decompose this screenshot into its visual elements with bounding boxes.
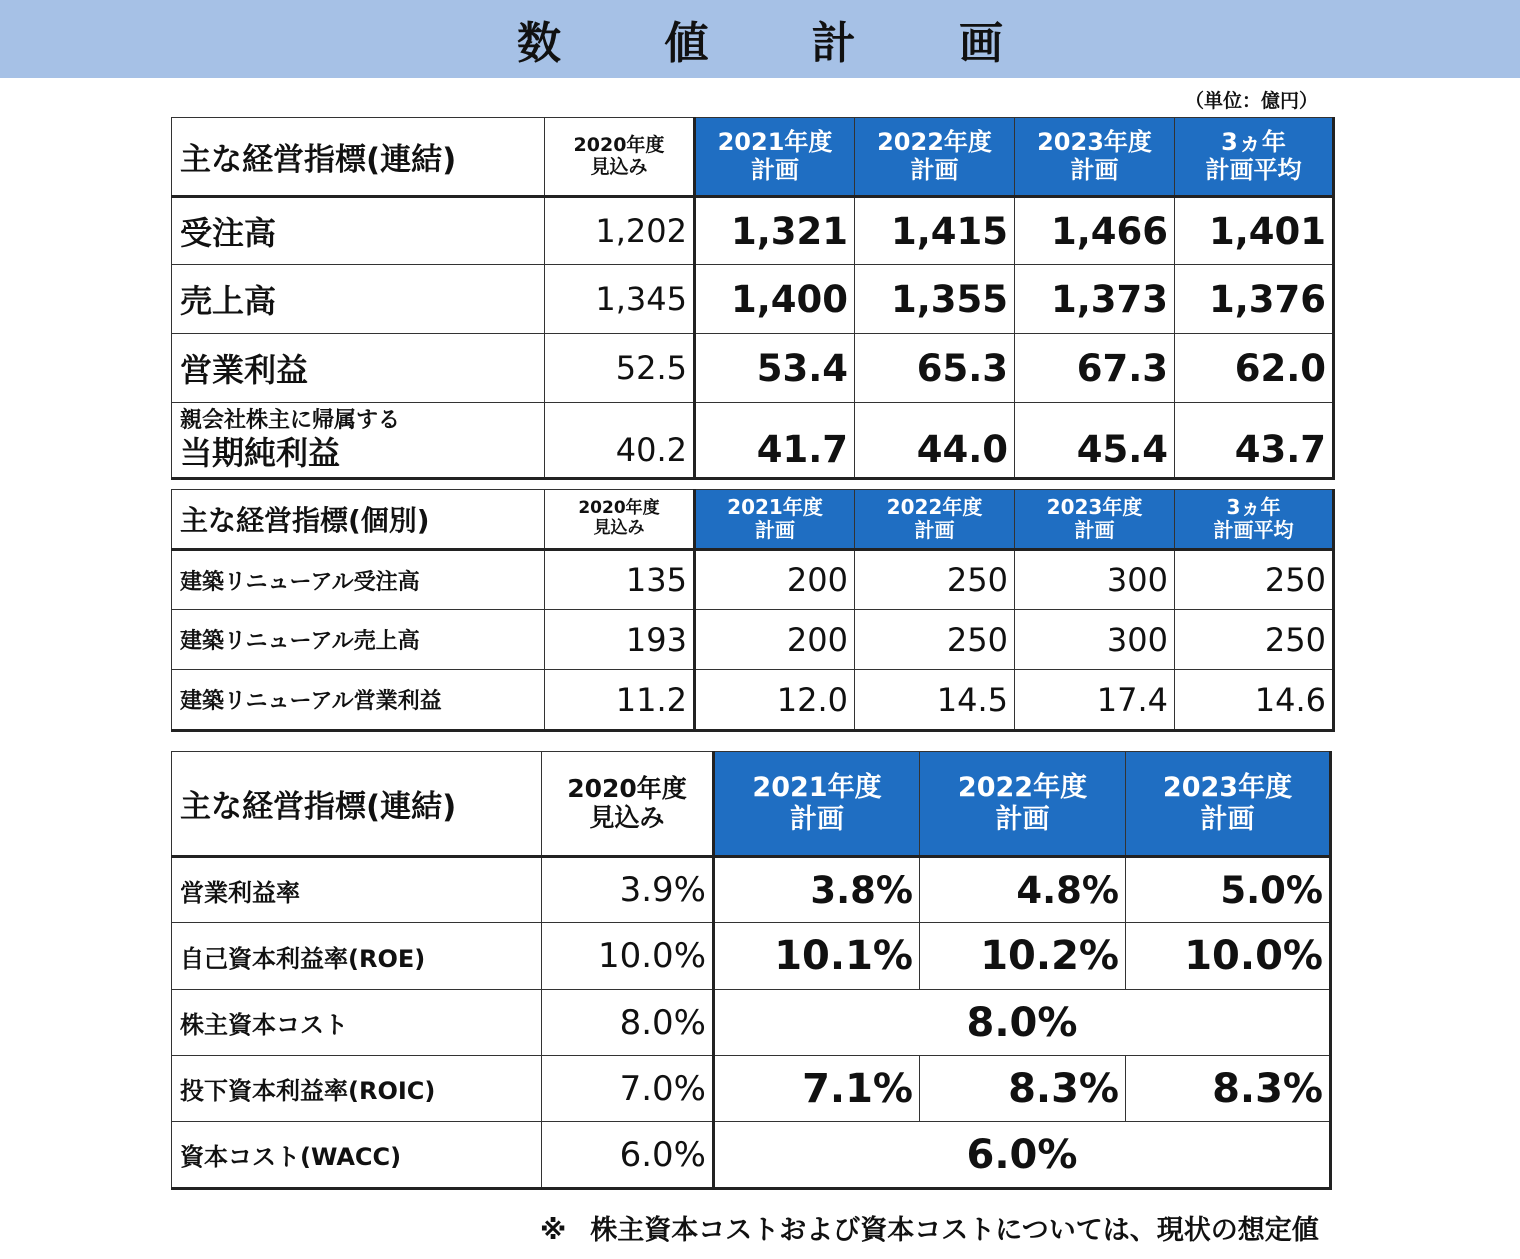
table1-cell: 1,373 (1015, 265, 1175, 334)
table1-row-label: 当期純利益 (180, 434, 341, 472)
table1-cell: 52.5 (545, 334, 695, 403)
table1-cell: 41.7 (695, 403, 855, 479)
page-title: 数 値 計 画 (517, 18, 1047, 69)
consolidated-indicators-table (171, 117, 1335, 480)
footnote-text: 株主資本コストおよび資本コストについては、現状の想定値 (590, 1215, 1319, 1246)
table2-header-2023: 2023年度 計画 (1015, 490, 1175, 550)
table3-cell: 4.8% (920, 857, 1126, 923)
table3-cell: 10.0% (1126, 923, 1331, 990)
table2-cell: 17.4 (1015, 670, 1175, 731)
table2-cell: 200 (695, 550, 855, 610)
table2-header-average: 3ヵ年 計画平均 (1175, 490, 1334, 550)
table3-cell: 10.2% (920, 923, 1126, 990)
table1-header-2023: 2023年度 計画 (1015, 118, 1175, 197)
table2-header-2020: 2020年度 見込み (545, 490, 695, 550)
table1-cell: 1,321 (695, 197, 855, 265)
table3-cell: 7.1% (714, 1056, 920, 1122)
table2-cell: 300 (1015, 550, 1175, 610)
table3-merged-cell: 6.0% (714, 1122, 1331, 1189)
table1-cell: 1,376 (1175, 265, 1334, 334)
table3-cell: 8.3% (920, 1056, 1126, 1122)
table1-cell: 45.4 (1015, 403, 1175, 479)
table3-cell: 5.0% (1126, 857, 1331, 923)
table3-row-label: 資本コスト(WACC) (172, 1122, 542, 1189)
table3-cell: 7.0% (542, 1056, 714, 1122)
table2-cell: 250 (855, 610, 1015, 670)
table1-row-label: 売上高 (172, 265, 545, 334)
table1-header-2020: 2020年度 見込み (545, 118, 695, 197)
table1-cell: 53.4 (695, 334, 855, 403)
table1-header-label: 主な経営指標(連結) (172, 118, 545, 197)
table1-header-2021: 2021年度 計画 (695, 118, 855, 197)
table2-cell: 200 (695, 610, 855, 670)
table1-cell: 40.2 (545, 403, 695, 479)
table1-cell: 1,466 (1015, 197, 1175, 265)
table2-cell: 12.0 (695, 670, 855, 731)
table3-cell: 10.1% (714, 923, 920, 990)
table1-cell: 62.0 (1175, 334, 1334, 403)
table1-cell: 1,355 (855, 265, 1015, 334)
table2-header-2021: 2021年度 計画 (695, 490, 855, 550)
table2-header-label: 主な経営指標(個別) (172, 490, 545, 550)
table1-cell: 1,415 (855, 197, 1015, 265)
table2-cell: 250 (1175, 550, 1334, 610)
table2-cell: 11.2 (545, 670, 695, 731)
table1-cell: 1,202 (545, 197, 695, 265)
table3-header-2023: 2023年度 計画 (1126, 752, 1331, 857)
unit-note: （単位：億円） (1184, 90, 1318, 112)
table1-cell: 1,345 (545, 265, 695, 334)
nonconsolidated-indicators-table (171, 489, 1335, 732)
table3-header-2021: 2021年度 計画 (714, 752, 920, 857)
table2-cell: 250 (1175, 610, 1334, 670)
table3-row-label: 株主資本コスト (172, 990, 542, 1056)
table3-merged-cell: 8.0% (714, 990, 1331, 1056)
table2-header-2022: 2022年度 計画 (855, 490, 1015, 550)
table1-cell: 65.3 (855, 334, 1015, 403)
table3-cell: 3.8% (714, 857, 920, 923)
table2-cell: 250 (855, 550, 1015, 610)
table1-cell: 43.7 (1175, 403, 1334, 479)
table1-row-label: 受注高 (172, 197, 545, 265)
capital-efficiency-table (171, 751, 1332, 1190)
table3-cell: 10.0% (542, 923, 714, 990)
table3-cell: 6.0% (542, 1122, 714, 1189)
table1-cell: 1,400 (695, 265, 855, 334)
table3-header-2022: 2022年度 計画 (920, 752, 1126, 857)
table3-header-label: 主な経営指標(連結) (172, 752, 542, 857)
table1-row-label-small: 親会社株主に帰属する (180, 408, 401, 433)
table1-cell: 1,401 (1175, 197, 1334, 265)
table2-cell: 135 (545, 550, 695, 610)
footnote (540, 1208, 1319, 1247)
table1-row-label: 営業利益 (172, 334, 545, 403)
table3-cell: 3.9% (542, 857, 714, 923)
table2-cell: 14.6 (1175, 670, 1334, 731)
table2-cell: 300 (1015, 610, 1175, 670)
table3-cell: 8.3% (1126, 1056, 1331, 1122)
table2-cell: 14.5 (855, 670, 1015, 731)
table1-cell: 67.3 (1015, 334, 1175, 403)
table1-header-average: 3ヵ年 計画平均 (1175, 118, 1334, 197)
title-bar (0, 0, 1520, 78)
table3-header-2020: 2020年度 見込み (542, 752, 714, 857)
footnote-mark: ※ (540, 1215, 567, 1246)
table3-row-label: 投下資本利益率(ROIC) (172, 1056, 542, 1122)
table1-cell: 44.0 (855, 403, 1015, 479)
table1-row-label-multiline (172, 403, 545, 479)
table2-row-label: 建築リニューアル受注高 (172, 550, 545, 610)
table2-row-label: 建築リニューアル売上高 (172, 610, 545, 670)
table2-cell: 193 (545, 610, 695, 670)
table3-row-label: 営業利益率 (172, 857, 542, 923)
table2-row-label: 建築リニューアル営業利益 (172, 670, 545, 731)
table3-row-label: 自己資本利益率(ROE) (172, 923, 542, 990)
table1-header-2022: 2022年度 計画 (855, 118, 1015, 197)
table3-cell: 8.0% (542, 990, 714, 1056)
